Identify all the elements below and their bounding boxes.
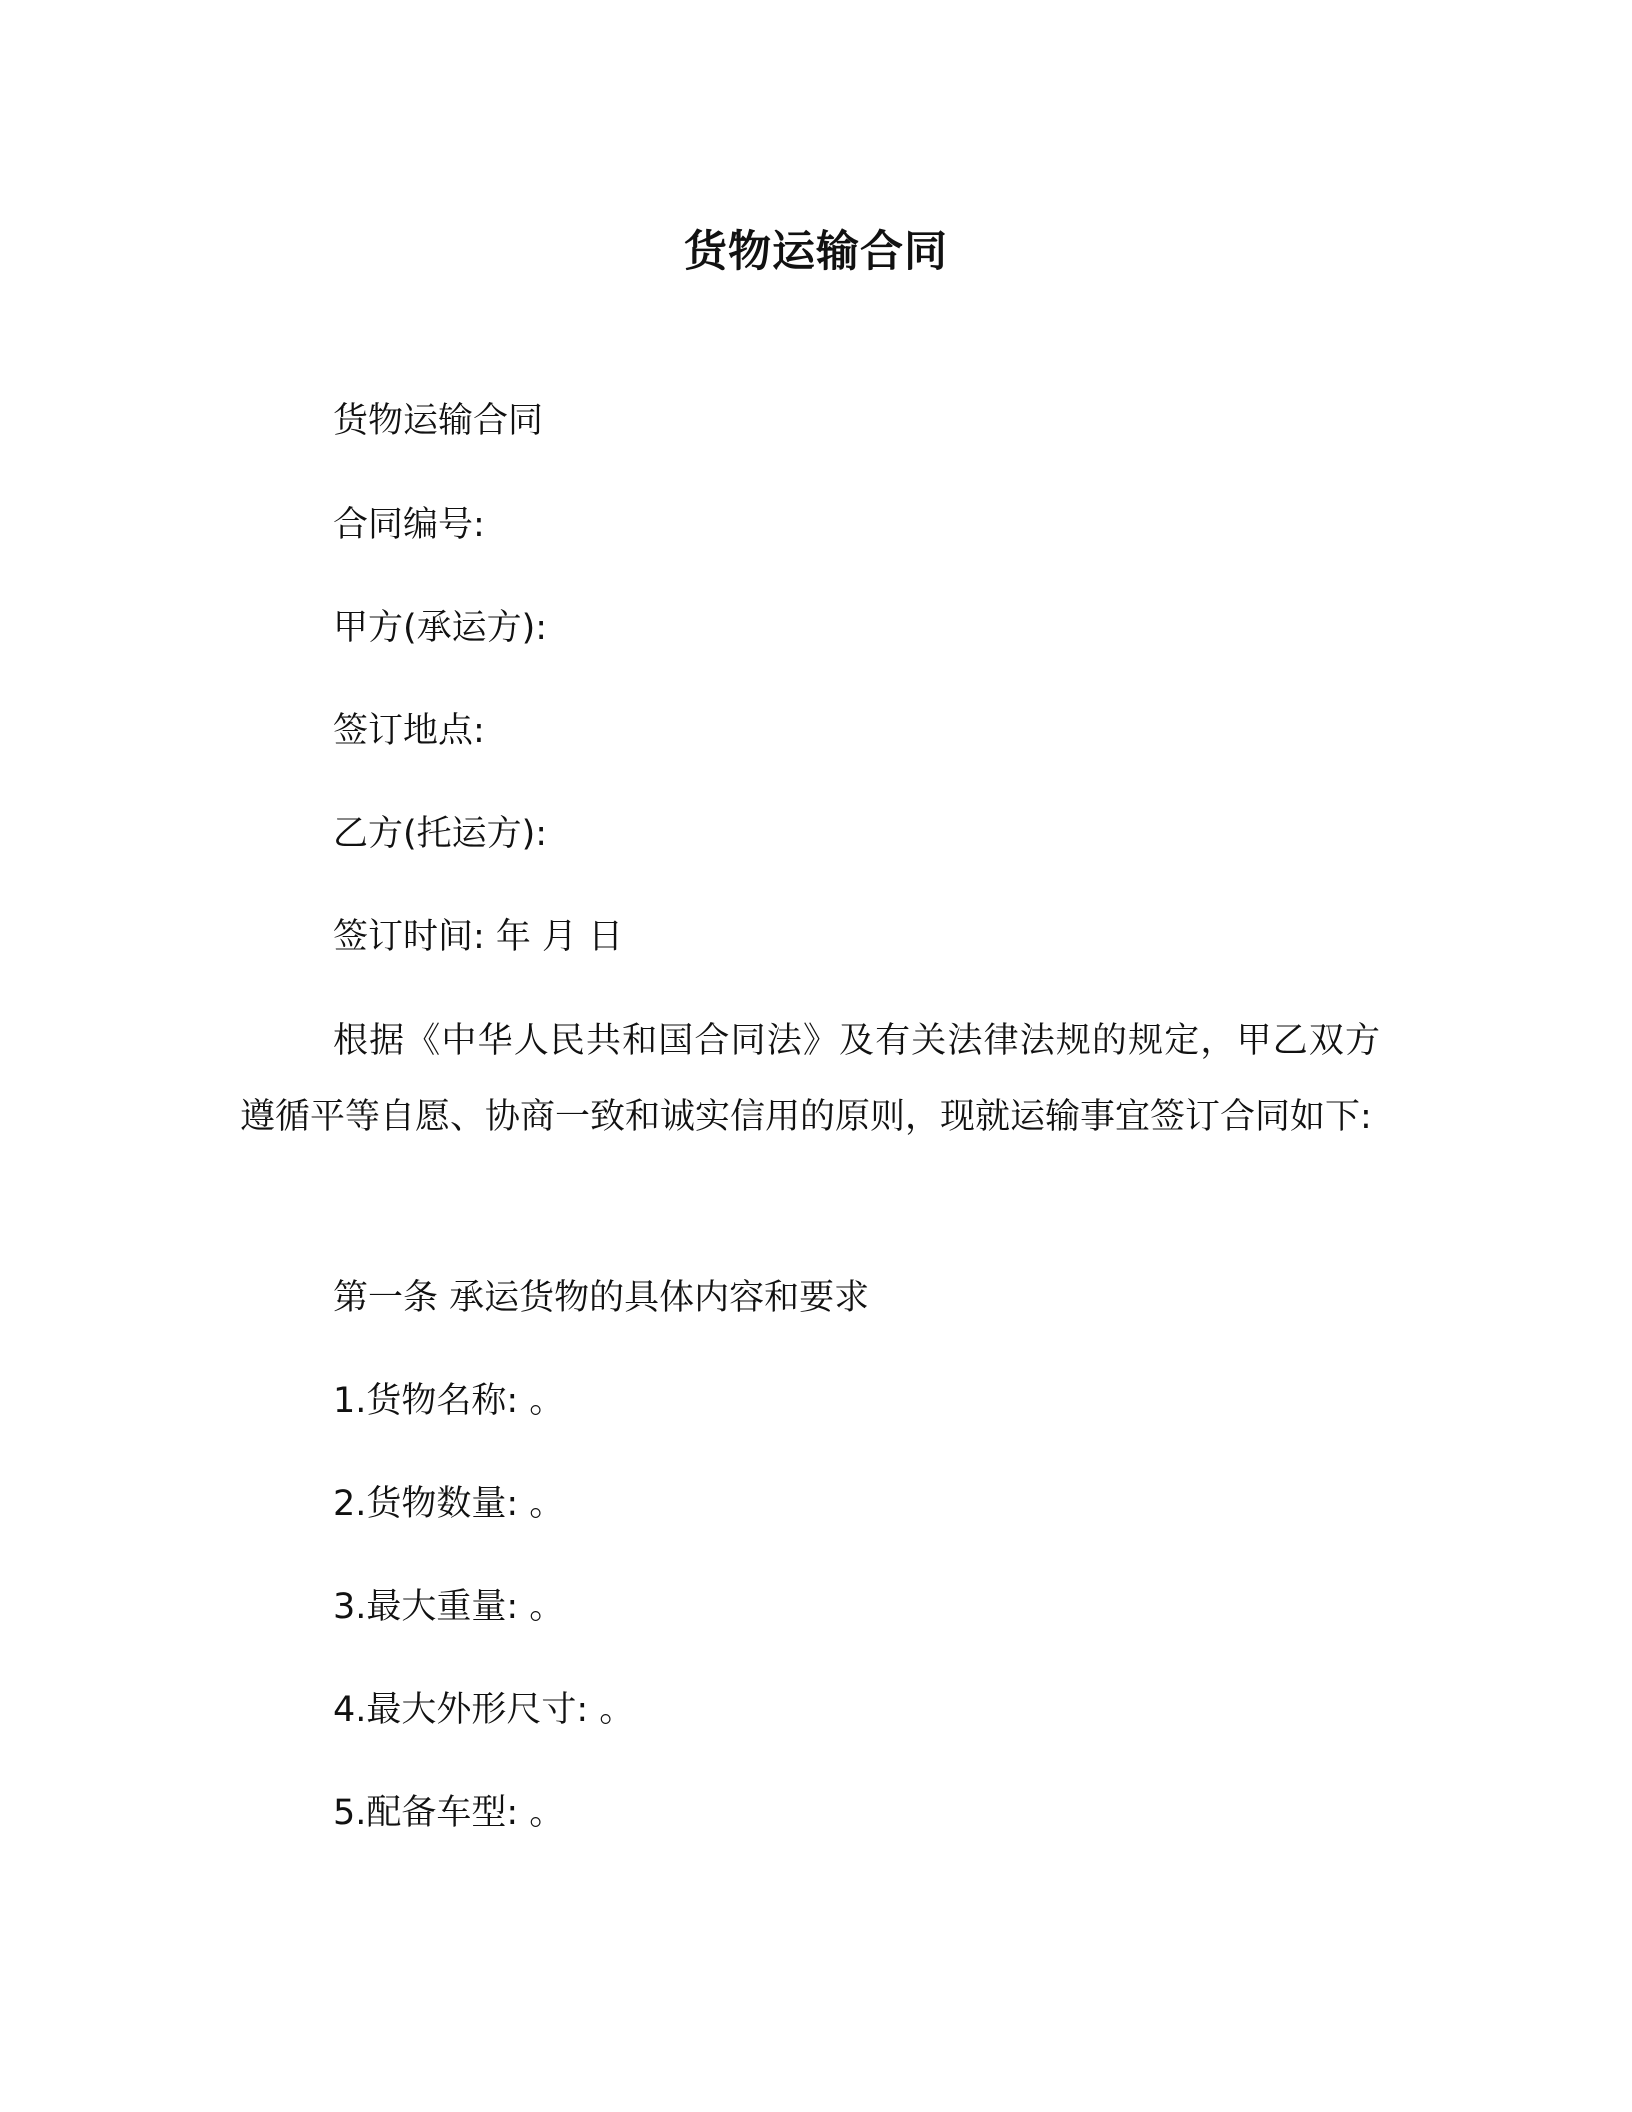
article-1-item-max-dimensions: 4.最大外形尺寸: 。 (333, 1690, 635, 1730)
article-1-heading: 第一条 承运货物的具体内容和要求 (333, 1278, 870, 1318)
article-1-item-goods-name: 1.货物名称: 。 (333, 1381, 565, 1421)
document-title: 货物运输合同 (684, 227, 948, 277)
contract-name-line: 货物运输合同 (333, 401, 544, 441)
signing-date-field: 签订时间: 年 月 日 (333, 917, 624, 957)
party-a-field: 甲方(承运方): (333, 608, 548, 648)
preamble-paragraph: 根据《中华人民共和国合同法》及有关法律法规的规定，甲乙双方遵循平等自愿、协商一致和诚实信用的原则，现就运输事宜签订合同如下: (240, 1021, 1380, 1137)
article-1-item-vehicle-type: 5.配备车型: 。 (333, 1793, 565, 1833)
article-1-item-max-weight: 3.最大重量: 。 (333, 1587, 565, 1627)
contract-number-field: 合同编号: (333, 505, 485, 545)
party-b-field: 乙方(托运方): (333, 814, 548, 854)
article-1-item-goods-quantity: 2.货物数量: 。 (333, 1484, 565, 1524)
signing-place-field: 签订地点: (333, 711, 485, 751)
